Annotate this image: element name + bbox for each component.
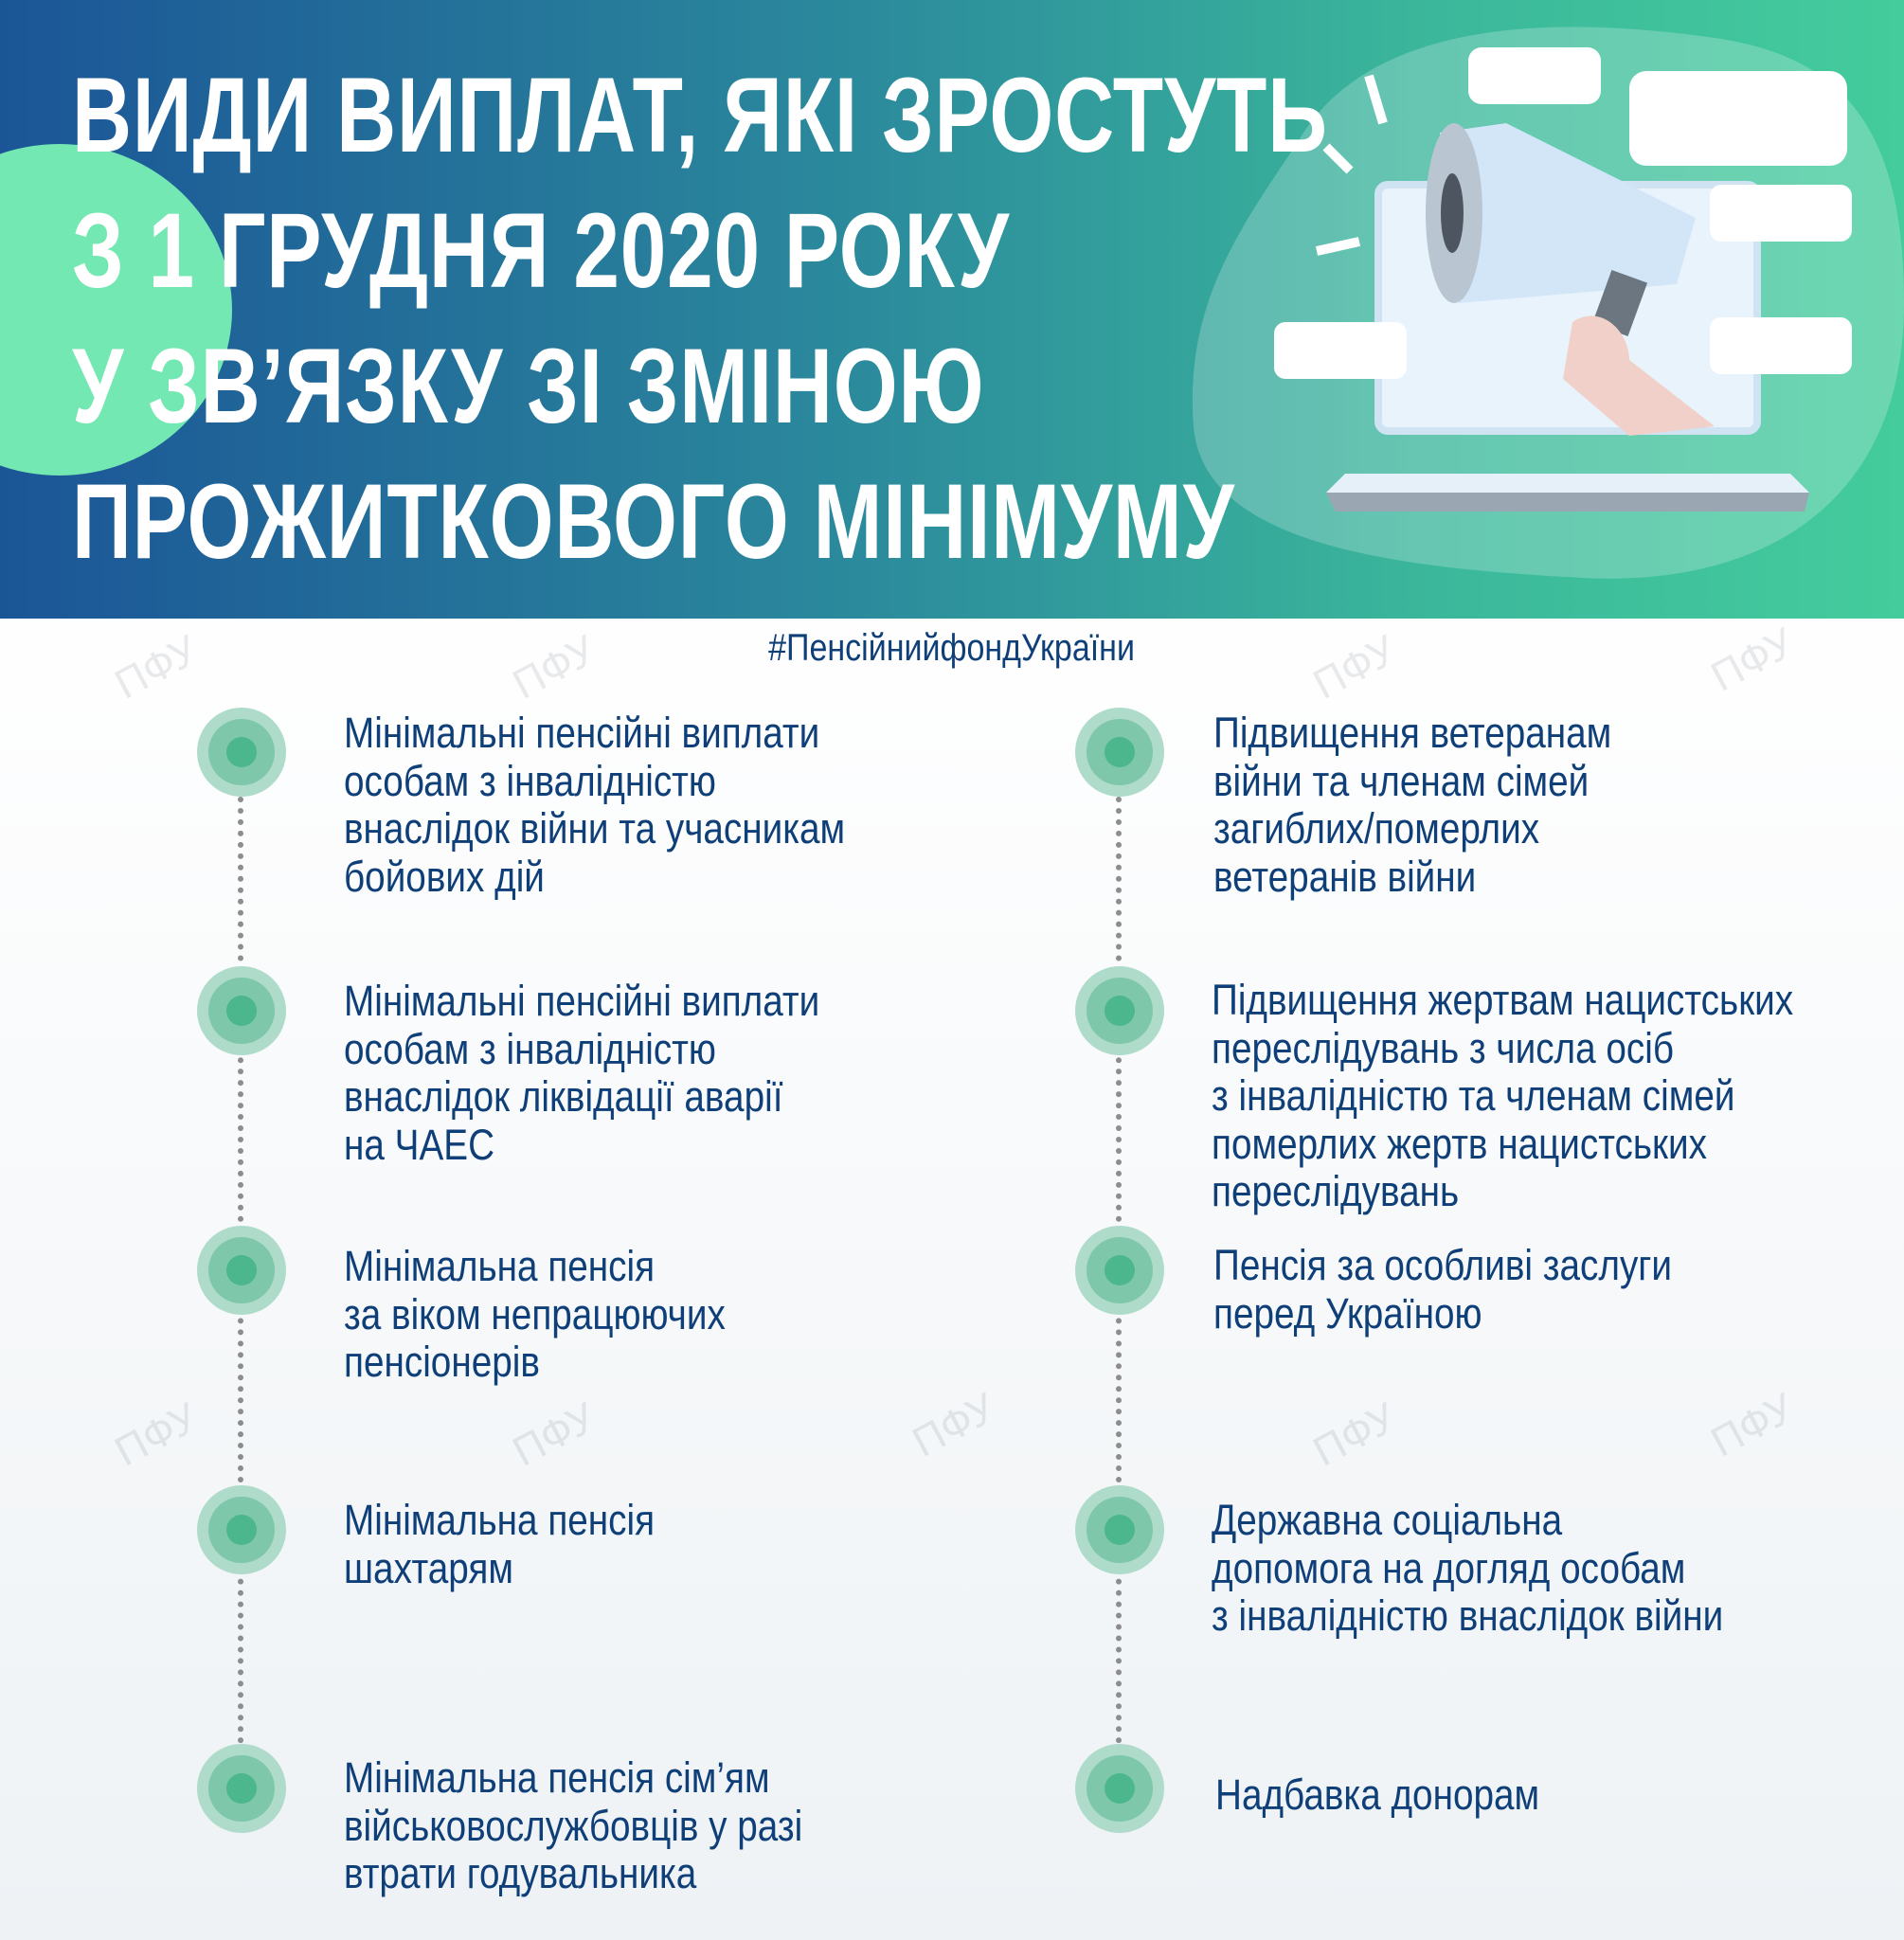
list-item: Мінімальні пенсійні виплати особам з інвалідністю внаслідок ліквідації аварії на ЧАЕС <box>344 977 820 1169</box>
list-item: Державна соціальна допомога на догляд особам з інвалідністю внаслідок війни <box>1212 1496 1724 1640</box>
list-item: Мінімальна пенсія сім’ям військовослужбовців у разі втрати годувальника <box>344 1753 803 1897</box>
list-item: Мінімальна пенсія за віком непрацюючих пенсіонерів <box>344 1242 726 1386</box>
marker-icon <box>197 708 286 797</box>
watermark: ПФУ <box>905 1384 1004 1466</box>
marker-icon <box>197 966 286 1055</box>
title-line: З 1 ГРУДНЯ 2020 РОКУ <box>72 191 1010 310</box>
marker-icon <box>1075 708 1164 797</box>
watermark: ПФУ <box>107 626 207 709</box>
list-item: Пенсія за особливі заслуги перед Україною <box>1213 1241 1673 1338</box>
marker-icon <box>197 1485 286 1574</box>
title-line: ВИДИ ВИПЛАТ, ЯКІ ЗРОСТУТЬ <box>72 56 1328 174</box>
watermark: ПФУ <box>1703 1384 1803 1466</box>
title-line: У ЗВ’ЯЗКУ ЗІ ЗМІНОЮ <box>72 327 985 445</box>
marker-icon <box>197 1744 286 1833</box>
watermark: ПФУ <box>1703 619 1803 701</box>
list-item: Підвищення ветеранам війни та членам сімей загиблих/померлих ветеранів війни <box>1213 709 1612 901</box>
marker-icon <box>1075 966 1164 1055</box>
watermark: ПФУ <box>1305 1393 1405 1476</box>
hashtag-text: #ПенсійнийфондУкраїни <box>768 627 1136 669</box>
marker-icon <box>197 1226 286 1315</box>
watermark: ПФУ <box>107 1393 207 1476</box>
list-item: Мінімальна пенсія шахтарям <box>344 1496 656 1592</box>
header-banner <box>0 0 1904 619</box>
watermark: ПФУ <box>505 1393 604 1476</box>
list-item: Підвищення жертвам нацистських переслідувань з числа осіб з інвалідністю та членам сімей померлих жертв нацистських переслідувань <box>1212 976 1794 1215</box>
marker-icon <box>1075 1744 1164 1833</box>
page-title <box>72 47 1328 589</box>
list-item: Надбавка донорам <box>1215 1770 1540 1819</box>
hashtag <box>0 627 1904 670</box>
marker-icon <box>1075 1226 1164 1315</box>
list-item: Мінімальні пенсійні виплати особам з інвалідністю внаслідок війни та учасникам бойових дій <box>344 709 846 901</box>
watermark: ПФУ <box>505 626 604 709</box>
marker-icon <box>1075 1485 1164 1574</box>
title-line: ПРОЖИТКОВОГО МІНІМУМУ <box>72 462 1235 581</box>
watermark: ПФУ <box>1305 626 1405 709</box>
